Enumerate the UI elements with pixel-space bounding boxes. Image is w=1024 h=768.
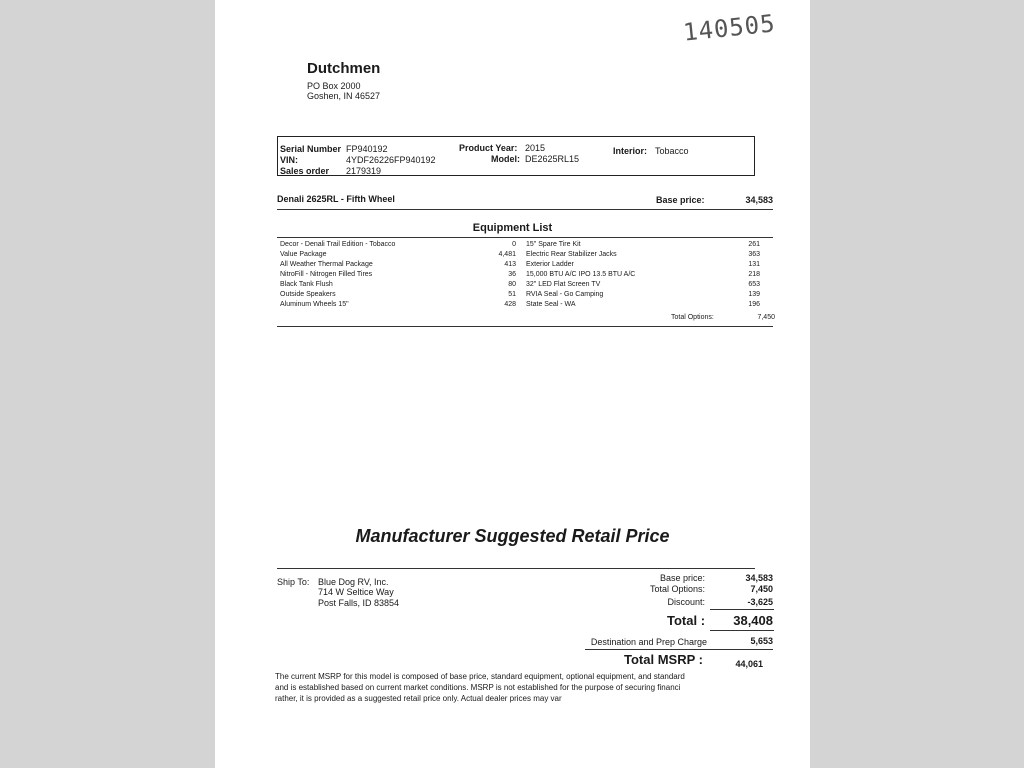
msrp-discount-label: Discount: [667, 597, 705, 607]
manufacturer-address-line2: Goshen, IN 46527 [307, 91, 381, 101]
equipment-item: RVIA Seal - Go Camping [526, 291, 604, 298]
equipment-item: Black Tank Flush [280, 281, 333, 288]
equipment-price: 218 [748, 271, 760, 278]
total-underline [710, 630, 774, 631]
disclaimer-line2: and is established based on current market conditions. MSRP is not established for the purpose of securing financi [275, 683, 681, 692]
product-year-value: 2015 [525, 143, 546, 153]
equipment-item: Aluminum Wheels 15" [280, 301, 349, 308]
destination-underline [585, 649, 773, 650]
ship-to-line1: Blue Dog RV, Inc. [318, 577, 389, 587]
sales-order-value: 2179319 [346, 166, 382, 176]
equipment-price: 131 [748, 261, 760, 268]
equipment-price: 80 [508, 281, 516, 288]
equipment-price: 363 [748, 251, 760, 258]
total-options-value: 7,450 [757, 314, 775, 321]
destination-value: 5,653 [750, 636, 773, 646]
model-divider [277, 209, 773, 210]
serial-value: FP940192 [346, 144, 388, 154]
vin-value: 4YDF26226FP940192 [346, 155, 436, 165]
total-msrp-label: Total MSRP : [624, 652, 703, 667]
equipment-top-divider [277, 237, 773, 238]
discount-underline [710, 609, 774, 610]
equipment-item: 15,000 BTU A/C IPO 13.5 BTU A/C [526, 271, 636, 278]
destination-label: Destination and Prep Charge [590, 637, 707, 647]
msrp-total-label: Total : [667, 613, 706, 628]
equipment-price: 139 [748, 291, 760, 298]
equipment-price: 413 [504, 261, 516, 268]
manufacturer-address-line1: PO Box 2000 [307, 81, 361, 91]
equipment-price: 653 [748, 281, 760, 288]
equipment-item: State Seal - WA [526, 301, 576, 308]
equipment-bottom-divider [277, 326, 773, 327]
model-value: DE2625RL15 [525, 154, 580, 164]
product-year-label: Product Year: [459, 143, 518, 153]
equipment-item: All Weather Thermal Package [280, 261, 373, 268]
equipment-price: 4,481 [498, 251, 516, 258]
equipment-price: 36 [508, 271, 516, 278]
equipment-item: Decor - Denali Trail Edition - Tobacco [280, 241, 396, 248]
equipment-item: Exterior Ladder [526, 261, 574, 268]
base-price-value: 34,583 [745, 195, 773, 205]
equipment-price: 428 [504, 301, 516, 308]
msrp-divider [277, 568, 755, 569]
msrp-title: Manufacturer Suggested Retail Price [355, 526, 670, 546]
model-name: Denali 2625RL - Fifth Wheel [277, 194, 395, 204]
total-options-label: Total Options: [671, 314, 714, 321]
equipment-price: 51 [508, 291, 516, 298]
ship-to-label: Ship To: [277, 577, 310, 587]
ship-to-line3: Post Falls, ID 83854 [318, 598, 400, 608]
base-price-label: Base price: [656, 195, 705, 205]
equipment-item: NitroFill - Nitrogen Filled Tires [280, 271, 373, 278]
equipment-item: Value Package [280, 251, 327, 258]
msrp-disclaimer [275, 671, 757, 704]
equipment-price: 196 [748, 301, 760, 308]
equipment-item: Outside Speakers [280, 291, 336, 298]
equipment-price: 0 [512, 241, 516, 248]
interior-label: Interior: [613, 146, 648, 156]
msrp-base-label: Base price: [659, 573, 705, 583]
sales-order-label: Sales order [280, 166, 330, 176]
ship-to-line2: 714 W Seltice Way [318, 587, 394, 597]
equipment-item: 32" LED Flat Screen TV [526, 281, 601, 288]
vin-label: VIN: [280, 155, 298, 165]
total-msrp-value: 44,061 [735, 659, 763, 669]
equipment-price: 261 [748, 241, 760, 248]
equipment-item: 15" Spare Tire Kit [526, 241, 581, 248]
interior-value: Tobacco [655, 146, 689, 156]
msrp-options-label: Total Options: [649, 584, 705, 594]
msrp-discount-value: -3,625 [747, 597, 773, 607]
handwritten-note: 140505 [681, 9, 777, 47]
equipment-item: Electric Rear Stabilizer Jacks [526, 251, 617, 258]
document-page [215, 0, 810, 768]
manufacturer-name: Dutchmen [307, 60, 381, 77]
equipment-list-title: Equipment List [472, 222, 553, 234]
msrp-options-value: 7,450 [750, 584, 773, 594]
model-label: Model: [491, 154, 520, 164]
disclaimer-line1: The current MSRP for this model is composed of base price, standard equipment, optional equipment, and standard [275, 672, 685, 681]
disclaimer-line3: rather, it is provided as a suggested retail price only. Actual dealer prices may var [275, 694, 562, 703]
msrp-total-value: 38,408 [733, 613, 773, 628]
serial-label: Serial Number [280, 144, 342, 154]
msrp-base-value: 34,583 [745, 573, 773, 583]
